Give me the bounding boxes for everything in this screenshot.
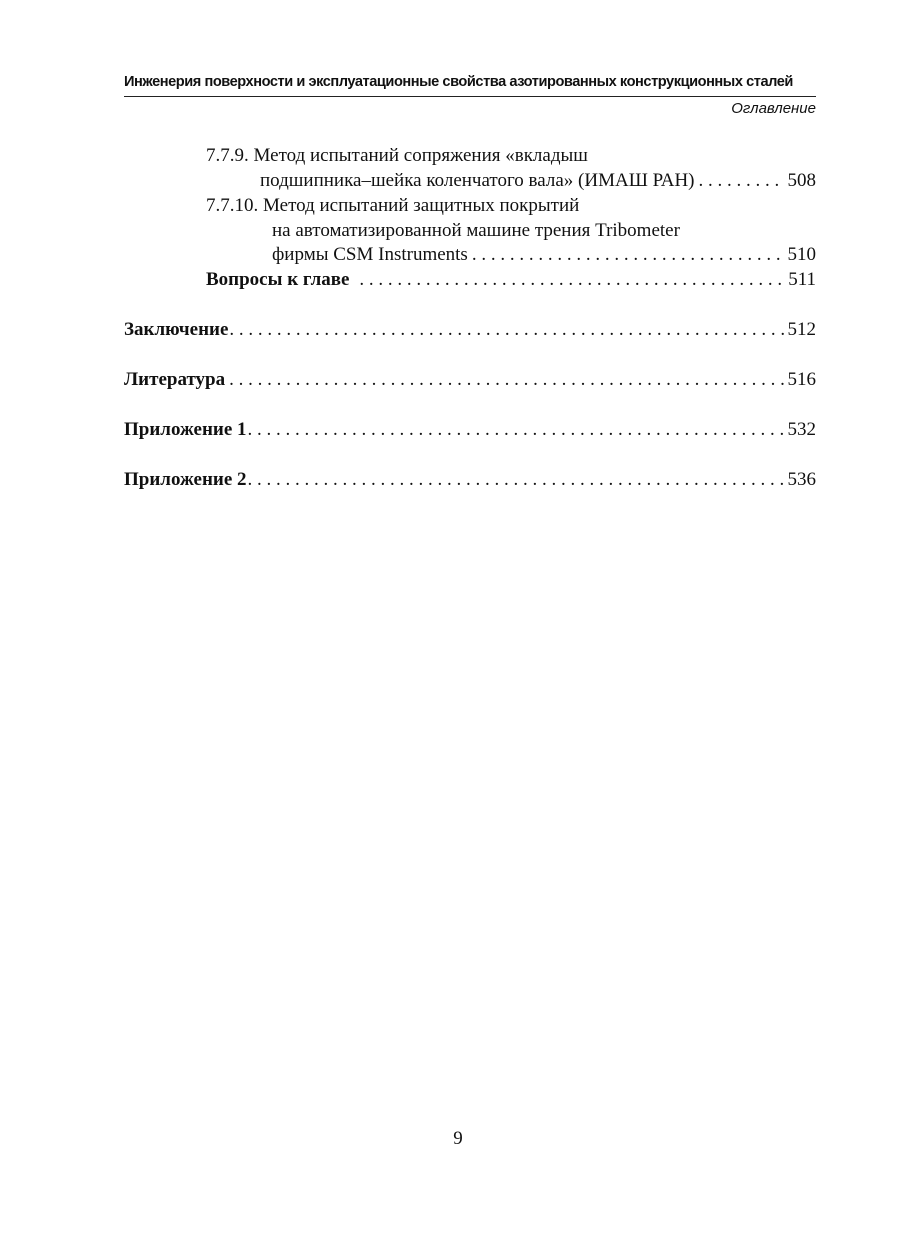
dot-leader <box>229 368 783 392</box>
toc-page-number: 536 <box>787 469 816 490</box>
toc-page-number: 511 <box>788 269 816 290</box>
dot-leader <box>699 169 784 193</box>
toc-entry-title: 7.7.10. Метод испытаний защитных покрытий <box>206 195 580 216</box>
toc-entry-title: Заключение <box>124 319 229 340</box>
toc-entry-conclusion[interactable] <box>124 318 816 342</box>
toc-entry-779-line1 <box>206 144 816 168</box>
running-header-title: Инженерия поверхности и эксплуатационные свойства азотированных конструкционных сталей <box>124 74 793 90</box>
toc-entry-title: на автоматизированной машине трения Tribometer <box>272 220 680 241</box>
toc-entry-7710-line1 <box>206 194 816 218</box>
dot-leader <box>248 418 784 442</box>
toc-page-number: 516 <box>787 369 816 390</box>
toc-page-number: 508 <box>787 170 816 191</box>
toc-entry-questions[interactable] <box>206 268 816 292</box>
toc-entry-7710[interactable] <box>272 243 816 267</box>
toc-entry-title: Приложение 2 <box>124 469 247 490</box>
toc-entry-appendix-2[interactable] <box>124 468 816 492</box>
header-divider <box>124 96 816 97</box>
toc-entry-title: подшипника–шейка коленчатого вала» (ИМАШ РАН) <box>260 170 695 191</box>
toc-entry-title: Вопросы к главе <box>206 269 350 290</box>
dot-leader <box>229 318 783 342</box>
toc-entry-literature[interactable] <box>124 368 816 392</box>
toc-entry-779[interactable] <box>260 169 816 193</box>
running-header-section: Оглавление <box>731 100 816 117</box>
dot-leader <box>359 268 784 292</box>
toc-entry-title: Литература <box>124 369 226 390</box>
toc-entry-title: фирмы CSM Instruments <box>272 244 468 265</box>
toc-page-number: 512 <box>787 319 816 340</box>
toc-page-number: 532 <box>787 419 816 440</box>
dot-leader <box>472 243 784 267</box>
dot-leader <box>248 468 784 492</box>
toc-page-number: 510 <box>787 244 816 265</box>
toc-entry-appendix-1[interactable] <box>124 418 816 442</box>
toc-entry-title: 7.7.9. Метод испытаний сопряжения «вкладыш <box>206 145 588 166</box>
toc-entry-7710-line2 <box>272 219 816 243</box>
toc-entry-title: Приложение 1 <box>124 419 247 440</box>
page-number: 9 <box>453 1128 463 1149</box>
